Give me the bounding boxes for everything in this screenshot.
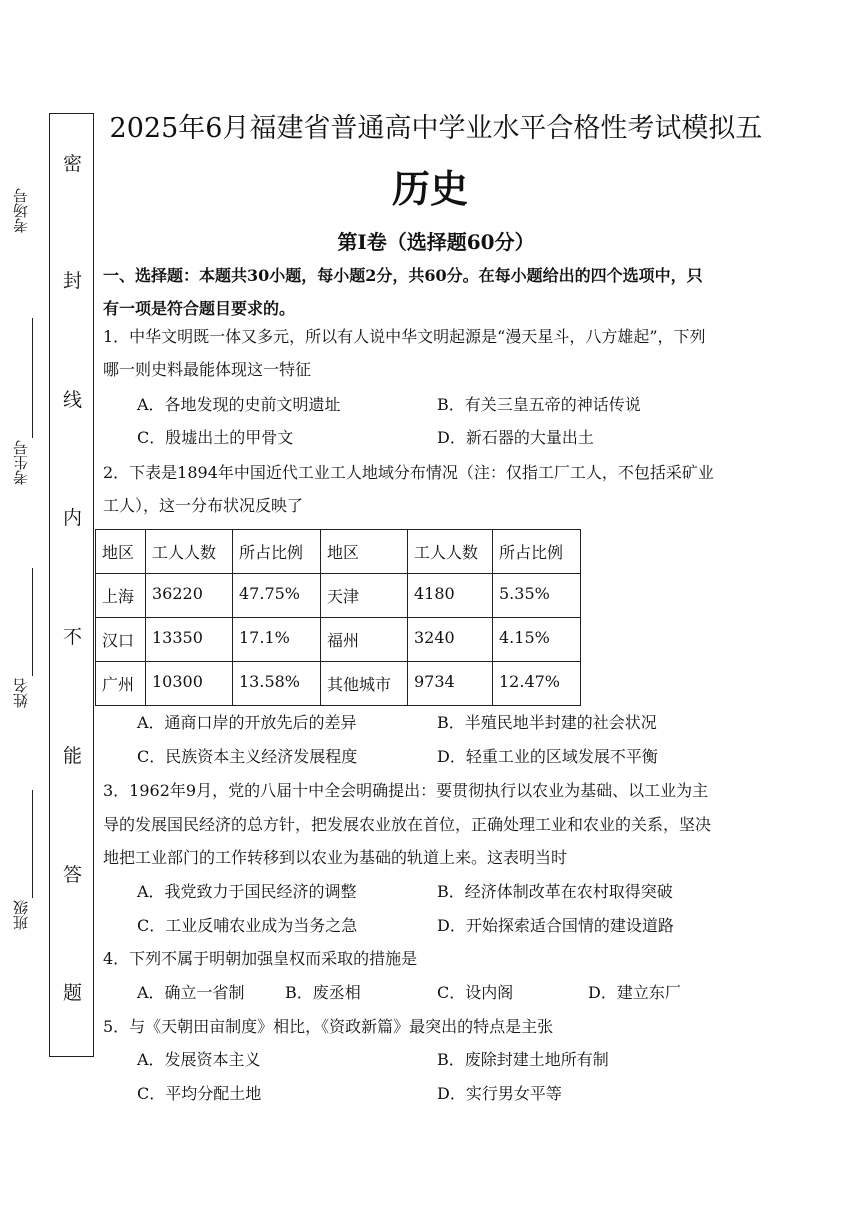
- table-header-cell: 工人人数: [146, 530, 233, 574]
- name-label: 姓名: [12, 678, 30, 708]
- table-cell: 17.1%: [233, 618, 321, 662]
- question-stem: 5．与《天朝田亩制度》相比，《资政新篇》最突出的特点是主张: [103, 1017, 554, 1036]
- candidate-no-underline: [32, 318, 33, 438]
- section-title: 第Ⅰ卷（选择题60分）: [337, 230, 535, 254]
- table-cell: 5.35%: [493, 574, 581, 618]
- class-underline: [32, 790, 33, 898]
- question-stem: 地把工业部门的工作转移到以农业为基础的轨道上来。这表明当时: [103, 848, 568, 867]
- option-c: C．殷墟出土的甲骨文: [137, 428, 294, 447]
- option-a: A．确立一省制: [137, 983, 245, 1002]
- seal-char: 内: [62, 507, 82, 529]
- table-cell: 36220: [146, 574, 233, 618]
- seal-char: 不: [62, 626, 82, 648]
- question-stem: 工人），这一分布状况反映了: [103, 496, 304, 515]
- table-row: [96, 618, 581, 662]
- question-stem: 2．下表是1894年中国近代工业工人地域分布情况（注：仅指工厂工人，不包括采矿业: [103, 463, 714, 482]
- seal-char: 能: [62, 745, 82, 767]
- option-b: B．有关三皇五帝的神话传说: [437, 395, 641, 414]
- table-cell: 10300: [146, 662, 233, 706]
- instructions-line: 一、选择题：本题共30小题，每小题2分，共60分。在每小题给出的四个选项中，只: [103, 266, 703, 285]
- exam-room-label: 考场号: [12, 188, 30, 233]
- class-label: 班级: [12, 900, 30, 930]
- table-header-cell: 所占比例: [493, 530, 581, 574]
- option-d: D．开始探索适合国情的建设道路: [437, 916, 674, 935]
- option-a: A．通商口岸的开放先后的差异: [137, 713, 357, 732]
- table-cell: 广州: [96, 662, 146, 706]
- question-stem: 导的发展国民经济的总方针，把发展农业放在首位，正确处理工业和农业的关系，坚决: [103, 815, 712, 834]
- table-header-cell: 地区: [96, 530, 146, 574]
- table-cell: 4180: [408, 574, 493, 618]
- option-c: C．平均分配土地: [137, 1084, 262, 1103]
- table-cell: 13350: [146, 618, 233, 662]
- table-row: [96, 574, 581, 618]
- option-c: C．设内阁: [437, 983, 514, 1002]
- question-stem: 1．中华文明既一体又多元，所以有人说中华文明起源是“漫天星斗，八方雄起”，下列: [103, 327, 706, 346]
- option-a: A．各地发现的史前文明遗址: [137, 395, 341, 414]
- table-header-cell: 所占比例: [233, 530, 321, 574]
- table-header-cell: 工人人数: [408, 530, 493, 574]
- table-row: [96, 662, 581, 706]
- option-c: C．民族资本主义经济发展程度: [137, 747, 358, 766]
- table-cell: 13.58%: [233, 662, 321, 706]
- question-stem: 哪一则史料最能体现这一特征: [103, 360, 312, 379]
- option-b: B．半殖民地半封建的社会状况: [437, 713, 657, 732]
- seal-char: 封: [62, 270, 82, 292]
- seal-char: 答: [62, 864, 82, 886]
- question-stem: 4．下列不属于明朝加强皇权而采取的措施是: [103, 949, 418, 968]
- exam-title: 2025年6月福建省普通高中学业水平合格性考试模拟五: [109, 113, 763, 144]
- question-stem: 3．1962年9月，党的八届十中全会明确提出：要贯彻执行以农业为基础、以工业为主: [103, 781, 709, 800]
- table-cell: 4.15%: [493, 618, 581, 662]
- option-c: C．工业反哺农业成为当务之急: [137, 916, 358, 935]
- subject-title: 历史: [391, 166, 468, 211]
- table-cell: 3240: [408, 618, 493, 662]
- table-cell: 天津: [321, 574, 408, 618]
- table-header-row: [96, 530, 581, 574]
- option-b: B．经济体制改革在农村取得突破: [437, 882, 673, 901]
- option-b: B．废除封建土地所有制: [437, 1050, 609, 1069]
- candidate-no-label: 考生号: [12, 440, 30, 485]
- option-b: B．废丞相: [285, 983, 361, 1002]
- table-cell: 9734: [408, 662, 493, 706]
- table-cell: 汉口: [96, 618, 146, 662]
- seal-char: 题: [62, 982, 82, 1004]
- table-cell: 福州: [321, 618, 408, 662]
- table-cell: 其他城市: [321, 662, 408, 706]
- option-d: D．新石器的大量出土: [437, 428, 594, 447]
- option-d: D．轻重工业的区域发展不平衡: [437, 747, 658, 766]
- option-d: D．实行男女平等: [437, 1084, 562, 1103]
- instructions-line: 有一项是符合题目要求的。: [103, 299, 296, 318]
- table-cell: 47.75%: [233, 574, 321, 618]
- option-a: A．我党致力于国民经济的调整: [137, 882, 357, 901]
- seal-char: 线: [62, 389, 82, 411]
- name-underline: [32, 568, 33, 676]
- worker-distribution-table: [95, 529, 581, 706]
- table-cell: 12.47%: [493, 662, 581, 706]
- table-cell: 上海: [96, 574, 146, 618]
- table-header-cell: 地区: [321, 530, 408, 574]
- seal-char: 密: [62, 153, 82, 175]
- option-d: D．建立东厂: [588, 983, 681, 1002]
- option-a: A．发展资本主义: [137, 1050, 261, 1069]
